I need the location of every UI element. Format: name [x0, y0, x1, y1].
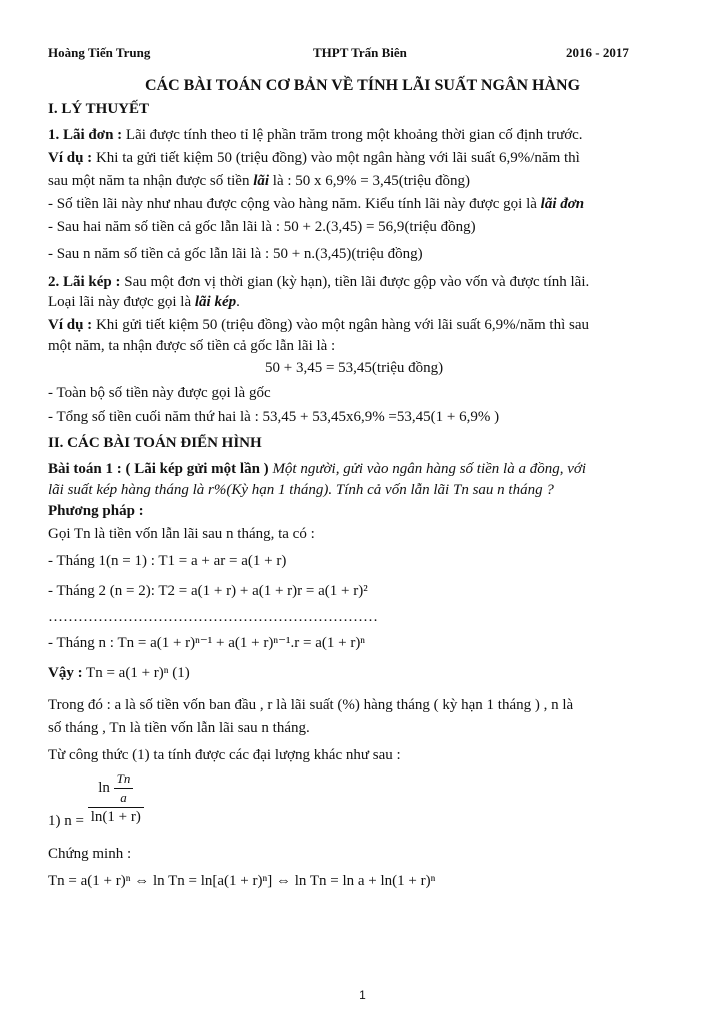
- conclusion-label: Vậy :: [48, 665, 83, 681]
- tn-over-a: [114, 770, 134, 807]
- problem-1-line-2: lãi suất kép hàng tháng là r%(Kỳ hạn 1 tháng). Tính cả vốn lẫn lãi Tn sau n tháng ?: [48, 482, 554, 498]
- simple-interest-def: Lãi được tính theo tỉ lệ phần trăm trong một khoảng thời gian cố định trước.: [122, 127, 583, 143]
- compound-example-equation: 50 + 3,45 = 53,45(triệu đồng): [265, 360, 444, 376]
- simple-example-text-2: sau một năm ta nhận được số tiền: [48, 173, 254, 189]
- section-2-heading: II. CÁC BÀI TOÁN ĐIỂN HÌNH: [48, 435, 262, 451]
- compound-line-2: [48, 293, 240, 311]
- header-year: 2016 - 2017: [566, 45, 629, 60]
- header-author: Hoàng Tiến Trung: [48, 45, 151, 60]
- lai-don-term: lãi đơn: [540, 196, 585, 212]
- section-1-heading: I. LÝ THUYẾT: [48, 101, 150, 117]
- compound-line-2-text: Loại lãi này được gọi là: [48, 294, 195, 310]
- compound-total-second-year: - Tổng số tiền cuối năm thứ hai là : 53,45 + 53,45x6,9% =53,45(1 + 6,9% ): [48, 409, 500, 425]
- tn-symbol: Tn: [114, 770, 134, 789]
- simple-note: [48, 195, 584, 213]
- formula-n-fraction: [88, 770, 144, 826]
- formula-n-prefix: 1) n =: [48, 813, 84, 830]
- simple-n-years: [48, 245, 423, 263]
- compound-interest-label: 2. Lãi kép :: [48, 274, 121, 290]
- lai-kep-term: lãi kép: [194, 294, 237, 310]
- problem-1-label: Bài toán 1 : ( Lãi kép gửi một lần ): [48, 461, 269, 477]
- method-line-1: Gọi Tn là tiền vốn lẫn lãi sau n tháng, ta có :: [48, 526, 315, 542]
- compound-interest-def: Sau một đơn vị thời gian (kỳ hạn), tiền lãi được gộp vào vốn và được tính lãi.: [120, 274, 590, 290]
- simple-example-text: Khi ta gửi tiết kiệm 50 (triệu đồng) vào một ngân hàng với lãi suất 6,9%/năm thì: [92, 150, 580, 166]
- where-line-1: Trong đó : a là số tiền vốn ban đầu , r là lãi suất (%) hàng tháng ( kỳ hạn 1 tháng ) , n là: [48, 697, 574, 713]
- formula-n-numerator: [88, 770, 144, 808]
- two-years-unit: (triệu đồng): [404, 219, 476, 235]
- simple-example-calc: là : 50 x 6,9% = 3,45(triệu đồng): [269, 173, 470, 189]
- compound-example-label: Ví dụ :: [48, 317, 93, 333]
- page-title: CÁC BÀI TOÁN CƠ BẢN VỀ TÍNH LÃI SUẤT NGÂN HÀNG: [144, 77, 581, 94]
- compound-interest-definition: [48, 273, 589, 291]
- compound-principal-note: - Toàn bộ số tiền này được gọi là gốc: [48, 385, 271, 401]
- problem-1-line-1: [48, 460, 586, 478]
- month-1-equation: - Tháng 1(n = 1) : T1 = a + ar = a(1 + r): [48, 553, 287, 569]
- formula-n-denominator: ln(1 + r): [90, 809, 141, 825]
- ellipsis-line: …………………………………………………………: [48, 609, 378, 625]
- derived-quantities-line: Từ công thức (1) ta tính được các đại lượng khác như sau :: [48, 747, 401, 763]
- compound-line-2-end: .: [236, 294, 240, 310]
- two-years-equation: 50 + 2.(3,45) = 56,9: [283, 219, 405, 235]
- compound-example-line-2: một năm, ta nhận được số tiền cả gốc lẫn lãi là :: [48, 338, 336, 354]
- simple-interest-label: 1. Lãi đơn :: [48, 127, 123, 143]
- simple-example-line-2: [48, 172, 470, 190]
- n-years-text: - Sau n năm số tiền cả gốc lẫn lãi là :: [48, 246, 273, 262]
- ln-label: ln: [98, 779, 110, 796]
- simple-example-line-1: [48, 149, 580, 167]
- two-years-text: - Sau hai năm số tiền cả gốc lẫn lãi là :: [48, 219, 284, 235]
- compound-example-text: Khi gửi tiết kiệm 50 (triệu đồng) vào một ngân hàng với lãi suất 6,9%/năm thì sau: [92, 317, 589, 333]
- formula-n: [48, 772, 144, 834]
- example-label: Ví dụ :: [48, 150, 93, 166]
- simple-note-text: - Số tiền lãi này như nhau được cộng vào hàng năm. Kiểu tính lãi này được gọi là: [48, 196, 541, 212]
- a-symbol: a: [120, 790, 127, 805]
- month-2-equation: - Tháng 2 (n = 2): T2 = a(1 + r) + a(1 + r)r = a(1 + r)²: [48, 583, 368, 599]
- compound-example-line-1: [48, 316, 589, 334]
- proof-label: Chứng minh :: [48, 846, 132, 862]
- n-years-unit: (triệu đồng): [351, 246, 423, 262]
- formula-1: Tn = a(1 + r)ⁿ (1): [82, 665, 190, 681]
- simple-two-years: [48, 218, 476, 236]
- header-school: THPT Trấn Biên: [313, 45, 407, 60]
- month-n-equation: - Tháng n : Tn = a(1 + r)ⁿ⁻¹ + a(1 + r)ⁿ⁻¹.r = a(1 + r)ⁿ: [48, 635, 366, 651]
- lai-term: lãi: [253, 173, 270, 189]
- where-line-2: số tháng , Tn là tiền vốn lẫn lãi sau n tháng.: [48, 720, 310, 736]
- conclusion-line: [48, 664, 190, 682]
- problem-1-text: Một người, gửi vào ngân hàng số tiền là a đồng, với: [268, 461, 587, 477]
- simple-interest-definition: [48, 126, 583, 144]
- n-years-equation: 50 + n.(3,45): [272, 246, 352, 262]
- proof-equation: Tn = a(1 + r)ⁿ ⇔ ln Tn = ln[a(1 + r)ⁿ] ⇔ ln Tn = ln a + ln(1 + r)ⁿ: [48, 873, 436, 889]
- method-heading: Phương pháp :: [48, 503, 144, 519]
- page-number: 1: [359, 988, 366, 1002]
